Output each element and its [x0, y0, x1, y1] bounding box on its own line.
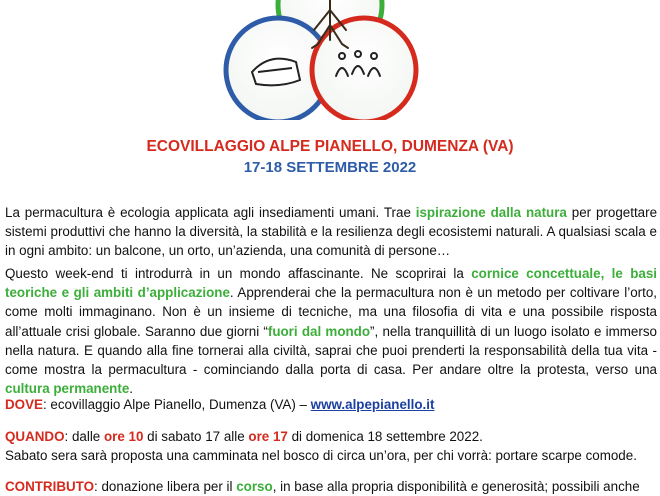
- when-text-2: di sabato 17 alle: [143, 429, 249, 444]
- start-time: ore 10: [103, 429, 144, 444]
- where-label: DOVE: [5, 397, 43, 412]
- weekend-paragraph: [5, 264, 657, 398]
- when-label: QUANDO: [5, 429, 65, 444]
- intro-text-2: per progettare sistemi produttivi che hanno la diversità, la stabilità e la resilienza degli ecosistemi naturali. A qualsiasi scala e in ogni ambito: un balcone, un orto, un’azienda, una comunità di persone…: [5, 205, 658, 259]
- highlight-inspiration: ispirazione dalla natura: [415, 205, 567, 220]
- end-time: ore 17: [248, 429, 288, 444]
- week-text-3: ”, nella tranquillità di un luogo isolato e immerso nella natura. E quando alla fine tornerai alla civiltà, saprai che puoi prenderti la responsabilità della tua vita - come mostra la permacultura - cominciando dalla porta di casa. Per andare oltre la protesta, verso una: [5, 323, 657, 378]
- where-line: [5, 395, 657, 414]
- week-text-4: .: [129, 381, 134, 397]
- week-text-2: . Apprenderai che la permacultura non è un metodo per coltivare l’orto, come molti immaginano. Non è un insieme di tecniche, ma una filosofia di vita e una possibile risposta all’attuale crisi globale. Saranno due giorni “: [5, 285, 657, 339]
- when-block: [5, 427, 657, 465]
- contribution-label: CONTRIBUTO: [5, 479, 95, 494]
- highlight-permanent-culture: cultura permanente: [5, 381, 130, 397]
- permaculture-logo: [0, 0, 660, 120]
- week-text-1: Questo week-end ti introdurrà in un mondo affascinante. Ne scoprirai la: [5, 266, 472, 281]
- highlight-out-of-world: fuori dal mondo: [267, 323, 371, 339]
- when-text-1: : dalle: [64, 429, 104, 444]
- intro-paragraph: [5, 203, 657, 261]
- where-text: : ecovillaggio Alpe Pianello, Dumenza (VA) –: [42, 397, 311, 412]
- contribution-text-2: , in base alla propria disponibilità e generosità; possibili anche: [272, 479, 640, 494]
- highlight-framework: cornice concettuale, le basi teoriche e gli ambiti d’applicazione: [5, 266, 657, 301]
- contribution-text-1: : donazione libera per il: [94, 479, 237, 494]
- event-title: ECOVILLAGGIO ALPE PIANELLO, DUMENZA (VA): [146, 138, 514, 155]
- highlight-course: corso: [236, 479, 273, 494]
- when-text-3: di domenica 18 settembre 2022.: [287, 429, 483, 444]
- walk-note: Sabato sera sarà proposta una camminata nel bosco di circa un’ora, per chi vorrà: portare scarpe comode.: [5, 448, 637, 464]
- contribution-line: [5, 477, 657, 496]
- intro-text-1: La permacultura è ecologia applicata agli insediamenti umani. Trae: [5, 205, 416, 220]
- website-link[interactable]: www.alpepianello.it: [310, 397, 435, 412]
- red-circle: [312, 18, 416, 120]
- event-dates: 17-18 SETTEMBRE 2022: [243, 159, 417, 176]
